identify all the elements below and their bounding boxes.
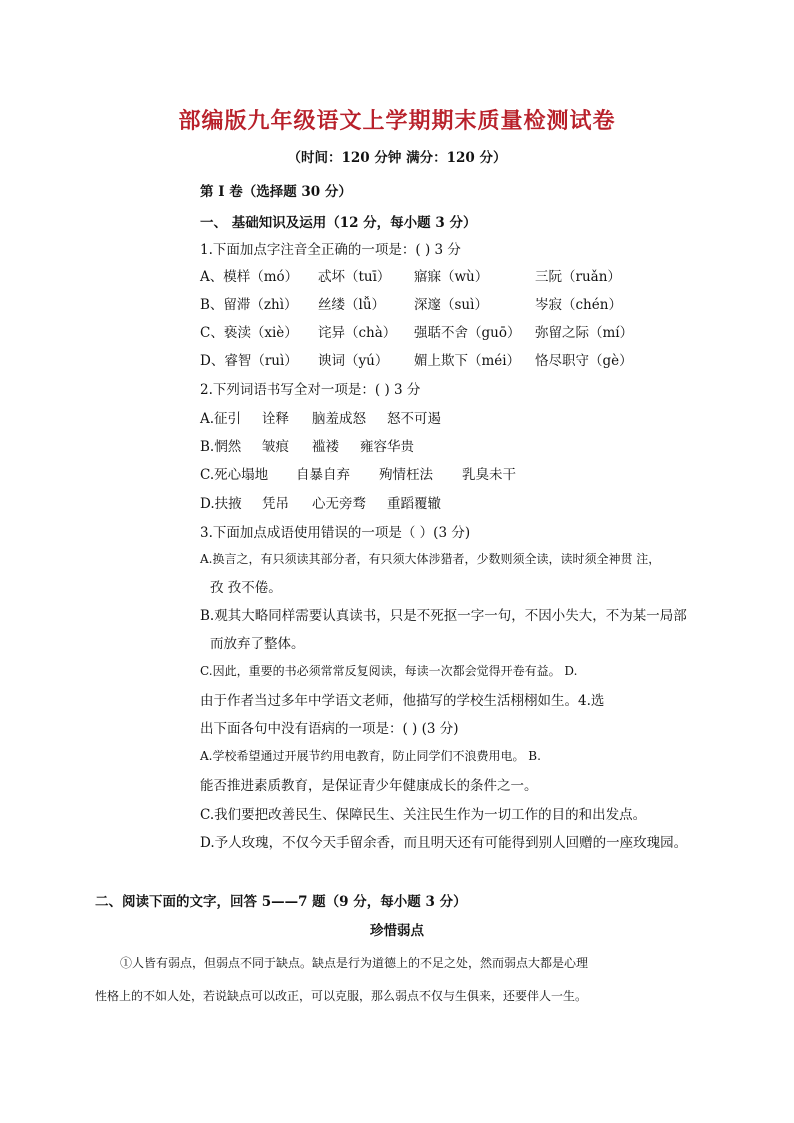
q1-option-b	[200, 293, 622, 313]
article-para1-line2: 性格上的不如人处，若说缺点可以改正，可以克服，那么弱点不仅与生俱来，还要伴人一生。	[95, 989, 588, 1003]
q1-a-item3: 寤寐（wù）	[414, 269, 489, 285]
article-title: 珍惜弱点	[370, 923, 424, 939]
q1-stem: 1.下面加点字注音全正确的一项是：( ) 3 分	[200, 242, 461, 258]
q2-option-d	[200, 492, 441, 512]
q2-b-item1: B.惘然	[200, 439, 242, 455]
q2-option-a	[200, 407, 441, 427]
q1-c-item4: 弥留之际（mí）	[535, 325, 634, 341]
q4-option-d: D.予人玫瑰，不仅今天手留余香，而且明天还有可能得到别人回赠的一座玫瑰园。	[200, 835, 688, 851]
q2-c-item1: C.死心塌地	[200, 467, 269, 483]
q1-d-item4: 恪尽职守（gè）	[535, 353, 633, 369]
q1-a-item1: A、模样（mó）	[200, 269, 299, 285]
q2-b-item2: 皱痕	[262, 439, 289, 455]
q1-a-item2: 忒坏（tuī）	[318, 269, 391, 285]
q1-b-item4: 岑寂（chén）	[535, 297, 622, 313]
q4-option-b: 能否推进素质教育，是保证青少年健康成长的条件之一。	[200, 778, 538, 794]
q2-a-item3: 脑羞成怒	[312, 411, 366, 427]
q3-option-d: 由于作者当过多年中学语文老师，他描写的学校生活栩栩如生。4.选	[200, 693, 605, 709]
q1-c-item3: 强聒不舍（guō）	[414, 325, 521, 341]
q2-b-item4: 雍容华贵	[360, 439, 414, 455]
article-para1-line1: ①人皆有弱点，但弱点不同于缺点。缺点是行为道德上的不足之处，然而弱点大都是心理	[120, 956, 589, 970]
q2-a-item1: A.征引	[200, 411, 242, 427]
page-subtitle: （时间：120 分钟 满分：120 分）	[287, 150, 507, 166]
section2-header: 二、阅读下面的文字，回答 5——7 题（9 分，每小题 3 分）	[95, 894, 467, 910]
q3-option-b-line1: B.观其大略同样需要认真读书，只是不死抠一字一句，不因小失大，不为某一局部	[200, 608, 687, 624]
q1-a-item4: 三阮（ruǎn）	[535, 269, 621, 285]
q2-b-item3: 褴褛	[312, 439, 339, 455]
q1-b-item3: 深邃（suì）	[414, 297, 488, 313]
page-title: 部编版九年级语文上学期期末质量检测试卷	[178, 108, 616, 134]
q2-c-item3: 殉情枉法	[379, 467, 433, 483]
q2-a-item4: 怒不可遏	[387, 411, 441, 427]
q1-d-item1: D、睿智（ruì）	[200, 353, 298, 369]
q1-option-c	[200, 321, 633, 341]
q2-option-b	[200, 435, 414, 455]
q1-d-item2: 谀词（yú）	[318, 353, 389, 369]
q2-stem: 2.下列词语书写全对一项是：( ) 3 分	[200, 382, 421, 398]
q3-option-b-line2: 而放弃了整体。	[210, 636, 305, 652]
q1-b-item1: B、留滞（zhì）	[200, 297, 298, 313]
q2-d-item2: 凭吊	[262, 496, 289, 512]
q2-option-c	[200, 463, 516, 483]
q1-d-item3: 媚上欺下（méi）	[414, 353, 521, 369]
q1-option-a	[200, 265, 621, 285]
q1-b-item2: 丝缕（lǚ）	[318, 297, 386, 313]
q1-option-d	[200, 349, 633, 369]
q2-d-item3: 心无旁骛	[312, 496, 366, 512]
q2-c-item4: 乳臭未干	[462, 467, 516, 483]
q4-stem: 出下面各句中没有语病的一项是：( ) (3 分)	[200, 721, 459, 737]
q2-c-item2: 自暴自弃	[296, 467, 350, 483]
q3-option-c: C.因此，重要的书必须常常反复阅读，每读一次都会觉得开卷有益。 D.	[200, 664, 578, 678]
q1-c-item1: C、亵渎（xiè）	[200, 325, 298, 341]
q4-option-a: A.学校希望通过开展节约用电教育，防止同学们不浪费用电。 B.	[200, 749, 541, 763]
q2-d-item4: 重蹈覆辙	[387, 496, 441, 512]
q2-d-item1: D.扶掖	[200, 496, 242, 512]
section1-header: 一、 基础知识及运用（12 分，每小题 3 分）	[200, 215, 477, 231]
q1-c-item2: 诧异（chà）	[318, 325, 397, 341]
q2-a-item2: 诠释	[262, 411, 289, 427]
q3-option-a-line2: 孜 孜不倦。	[210, 580, 282, 596]
q3-stem: 3.下面加点成语使用错误的一项是（ ）(3 分)	[200, 525, 471, 541]
q4-option-c: C.我们要把改善民生、保障民生、关注民生作为一切工作的目的和出发点。	[200, 807, 647, 823]
q3-option-a-line1: A.换言之，有只须读其部分者，有只须大体涉猎者，少数则须全读，读时须全神贯 注，	[200, 552, 661, 566]
part1-header: 第 Ⅰ 卷（选择题 30 分）	[200, 184, 352, 200]
